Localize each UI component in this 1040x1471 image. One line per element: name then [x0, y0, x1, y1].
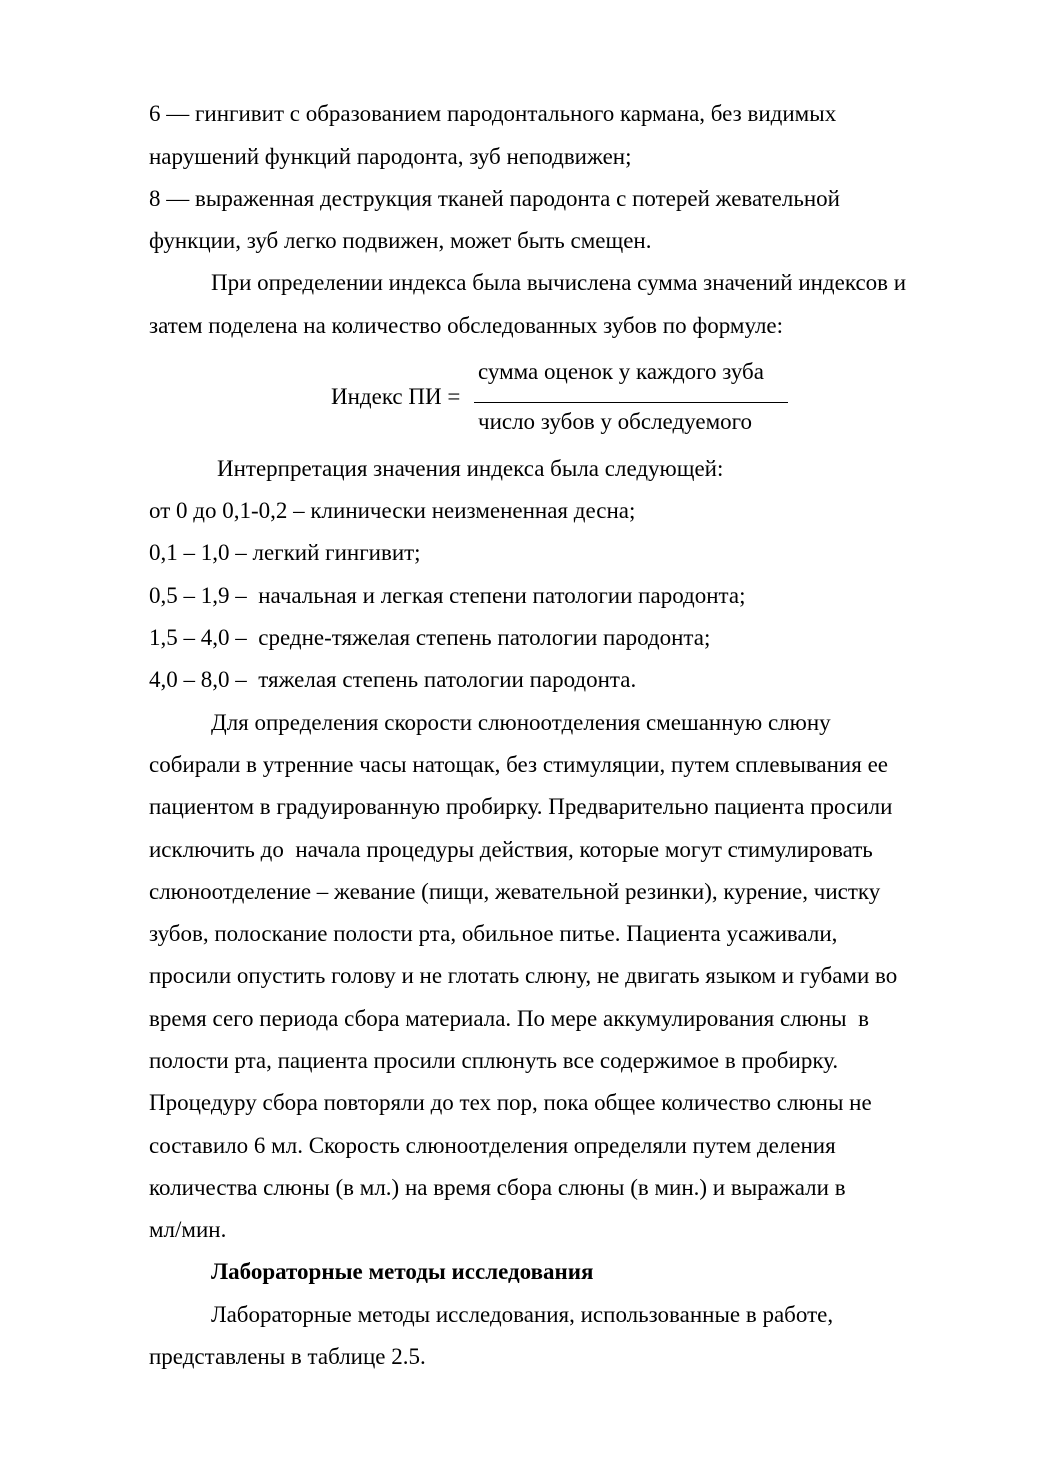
text-line: затем поделена на количество обследованных зубов по формуле: [149, 313, 784, 338]
text-line: время сего периода сбора материала. По мере аккумулирования слюны в [149, 1006, 869, 1031]
interpretation-item: 0,5 – 1,9 – начальная и легкая степени патологии пародонта; [149, 583, 746, 608]
interpretation-item: от 0 до 0,1-0,2 – клинически неизмененная десна; [149, 498, 636, 523]
text-line: Процедуру сбора повторяли до тех пор, пока общее количество слюны не [149, 1090, 872, 1115]
text-line: полости рта, пациента просили сплюнуть все содержимое в пробирку. [149, 1048, 839, 1073]
text-line: Для определения скорости слюноотделения смешанную слюну [211, 710, 831, 735]
text-line: исключить до начала процедуры действия, которые могут стимулировать [149, 837, 873, 862]
interpretation-item: 1,5 – 4,0 – средне-тяжелая степень патологии пародонта; [149, 625, 711, 650]
text-line: представлены в таблице 2.5. [149, 1344, 426, 1369]
text-line: 6 — гингивит с образованием пародонтального кармана, без видимых [149, 101, 837, 126]
text-line: мл/мин. [149, 1217, 227, 1242]
section-heading: Лабораторные методы исследования [211, 1259, 594, 1284]
interpretation-item: 4,0 – 8,0 – тяжелая степень патологии пародонта. [149, 667, 637, 692]
fraction-bar [474, 402, 788, 403]
text-line: количества слюны (в мл.) на время сбора слюны (в мин.) и выражали в [149, 1175, 846, 1200]
text-line: Лабораторные методы исследования, использованные в работе, [211, 1302, 834, 1327]
text-line: пациентом в градуированную пробирку. Предварительно пациента просили [149, 794, 893, 819]
text-line: При определении индекса была вычислена сумма значений индексов и [211, 270, 907, 295]
text-line: 8 — выраженная деструкция тканей пародонта с потерей жевательной [149, 186, 840, 211]
text-line: просили опустить голову и не глотать слюну, не двигать языком и губами во [149, 963, 898, 988]
text-line: составило 6 мл. Скорость слюноотделения определяли путем деления [149, 1133, 836, 1158]
formula-label: Индекс ПИ = [331, 384, 461, 409]
text-line: зубов, полоскание полости рта, обильное питье. Пациента усаживали, [149, 921, 838, 946]
interpretation-item: 0,1 – 1,0 – легкий гингивит; [149, 540, 421, 565]
formula-numerator: сумма оценок у каждого зуба [478, 359, 764, 384]
text-line: функции, зуб легко подвижен, может быть смещен. [149, 228, 652, 253]
text-line: нарушений функций пародонта, зуб неподвижен; [149, 144, 632, 169]
text-line: собирали в утренние часы натощак, без стимуляции, путем сплевывания ее [149, 752, 888, 777]
interpretation-heading: Интерпретация значения индекса была следующей: [217, 456, 724, 481]
formula-denominator: число зубов у обследуемого [478, 409, 752, 434]
text-line: слюноотделение – жевание (пищи, жевательной резинки), курение, чистку [149, 879, 881, 904]
